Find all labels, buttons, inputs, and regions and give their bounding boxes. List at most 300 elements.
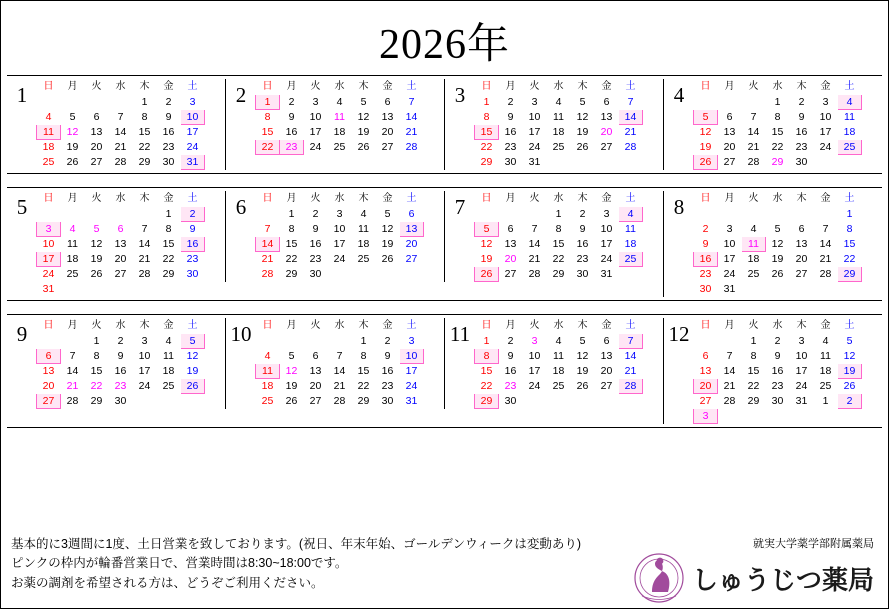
day-cell: 4 bbox=[555, 96, 562, 108]
day-cell: 18 bbox=[333, 126, 346, 138]
footer-notes bbox=[11, 535, 584, 593]
calendar-row bbox=[7, 75, 882, 174]
day-cell: 20 bbox=[405, 238, 418, 250]
day-cell: 2 bbox=[117, 335, 124, 347]
day-cell: 4 bbox=[555, 335, 562, 347]
day-cell: 4 bbox=[165, 335, 172, 347]
day-cell: 11 bbox=[553, 350, 564, 362]
day-cell: 26 bbox=[771, 268, 784, 280]
day-cell: 2 bbox=[312, 208, 319, 220]
day-cell: 24 bbox=[528, 380, 541, 392]
week-row bbox=[475, 95, 643, 110]
day-cell: 3 bbox=[141, 335, 148, 347]
day-cell: 12 bbox=[381, 223, 394, 235]
day-cell-empty bbox=[400, 155, 424, 170]
day-cell: 16 bbox=[576, 238, 589, 250]
day-cell: 24 bbox=[723, 268, 736, 280]
day-cell: 14 bbox=[114, 126, 127, 138]
day-cell: 3 bbox=[336, 208, 343, 220]
weekday-header: 日 bbox=[262, 193, 273, 204]
day-cell: 1 bbox=[288, 208, 295, 220]
week-row bbox=[694, 394, 862, 409]
weekday-header: 火 bbox=[529, 81, 540, 92]
day-cell-empty bbox=[718, 95, 742, 110]
day-cell: 3 bbox=[408, 335, 415, 347]
weekday-header: 水 bbox=[553, 81, 564, 92]
day-cell: 14 bbox=[333, 365, 346, 377]
weekday-header: 木 bbox=[358, 193, 369, 204]
week-row bbox=[37, 252, 205, 267]
day-cell-empty bbox=[838, 282, 862, 297]
day-cell: 1 bbox=[93, 335, 100, 347]
day-cell-empty bbox=[37, 334, 61, 349]
day-cell: 21 bbox=[747, 141, 760, 153]
day-cell: 25 bbox=[261, 395, 274, 407]
weekday-header: 金 bbox=[163, 320, 174, 331]
day-cell-duty: 11 bbox=[742, 237, 766, 252]
day-cell: 1 bbox=[141, 96, 148, 108]
day-cell: 22 bbox=[843, 253, 856, 265]
day-cell-duty: 5 bbox=[475, 222, 499, 237]
weekday-header: 金 bbox=[601, 81, 612, 92]
day-cell-duty: 16 bbox=[694, 252, 718, 267]
month-number: 1 bbox=[16, 83, 28, 107]
pharmacy-logo-icon bbox=[630, 552, 688, 604]
day-cell: 3 bbox=[726, 223, 733, 235]
month-number: 7 bbox=[454, 195, 466, 219]
day-cell: 6 bbox=[603, 335, 610, 347]
week-row bbox=[694, 140, 862, 155]
weekday-header: 水 bbox=[115, 81, 126, 92]
day-cell: 19 bbox=[357, 126, 370, 138]
weekday-header: 水 bbox=[772, 81, 783, 92]
weekday-header: 水 bbox=[553, 320, 564, 331]
day-cell-empty bbox=[694, 334, 718, 349]
weekday-header: 木 bbox=[577, 193, 588, 204]
month-block-4 bbox=[663, 79, 882, 170]
day-cell: 27 bbox=[381, 141, 394, 153]
day-cell: 21 bbox=[624, 365, 637, 377]
month-number: 4 bbox=[673, 83, 685, 107]
calendar-row bbox=[7, 187, 882, 301]
day-cell: 14 bbox=[723, 365, 736, 377]
day-cell-duty: 26 bbox=[694, 155, 718, 170]
day-cell: 31 bbox=[795, 395, 808, 407]
day-cell: 29 bbox=[90, 395, 103, 407]
week-row bbox=[37, 267, 205, 282]
day-cell: 8 bbox=[774, 111, 781, 123]
day-cell-empty bbox=[280, 334, 304, 349]
weekday-header: 金 bbox=[601, 320, 612, 331]
day-cell-duty: 26 bbox=[475, 267, 499, 282]
day-cell: 23 bbox=[771, 380, 784, 392]
weekday-header: 火 bbox=[748, 193, 759, 204]
weekday-header: 土 bbox=[844, 81, 855, 92]
day-cell: 23 bbox=[186, 253, 199, 265]
day-cell: 30 bbox=[699, 283, 712, 295]
day-cell: 24 bbox=[819, 141, 832, 153]
day-cell: 20 bbox=[504, 253, 517, 265]
day-cell-empty bbox=[766, 409, 790, 424]
day-cell: 30 bbox=[114, 395, 127, 407]
day-cell: 10 bbox=[795, 350, 808, 362]
month-number: 3 bbox=[454, 83, 466, 107]
day-cell: 30 bbox=[504, 156, 517, 168]
day-cell: 7 bbox=[627, 96, 634, 108]
week-row bbox=[256, 334, 424, 349]
weekday-header: 木 bbox=[796, 193, 807, 204]
day-cell-duty: 19 bbox=[838, 364, 862, 379]
month-block-5 bbox=[7, 191, 225, 297]
week-row bbox=[256, 110, 424, 125]
day-cell: 22 bbox=[357, 380, 370, 392]
day-cell: 31 bbox=[723, 283, 736, 295]
day-cell: 29 bbox=[285, 268, 298, 280]
day-cell-duty: 15 bbox=[475, 125, 499, 140]
day-cell: 13 bbox=[600, 111, 613, 123]
day-cell: 9 bbox=[312, 223, 319, 235]
weekday-header: 木 bbox=[139, 193, 150, 204]
day-cell: 5 bbox=[579, 96, 586, 108]
day-cell: 16 bbox=[504, 365, 517, 377]
month-block-10 bbox=[225, 318, 444, 409]
week-row bbox=[256, 364, 424, 379]
weekday-header: 水 bbox=[115, 193, 126, 204]
day-cell: 5 bbox=[846, 335, 853, 347]
week-row bbox=[256, 267, 424, 282]
day-cell: 18 bbox=[162, 365, 175, 377]
day-cell-duty: 7 bbox=[619, 334, 643, 349]
day-cell: 10 bbox=[600, 223, 613, 235]
day-cell: 13 bbox=[723, 126, 736, 138]
day-cell: 30 bbox=[504, 395, 517, 407]
week-row bbox=[475, 267, 643, 282]
day-cell-duty: 11 bbox=[37, 125, 61, 140]
day-cell: 24 bbox=[186, 141, 199, 153]
day-cell: 17 bbox=[405, 365, 418, 377]
day-cell: 29 bbox=[138, 156, 151, 168]
day-cell: 8 bbox=[264, 111, 271, 123]
day-cell: 10 bbox=[528, 111, 541, 123]
day-cell: 15 bbox=[261, 126, 274, 138]
week-row bbox=[37, 237, 205, 252]
month-number: 6 bbox=[235, 195, 247, 219]
weekday-header: 土 bbox=[844, 193, 855, 204]
day-cell: 5 bbox=[384, 208, 391, 220]
day-cell: 22 bbox=[480, 141, 493, 153]
day-cell: 28 bbox=[138, 268, 151, 280]
day-cell-empty bbox=[718, 207, 742, 222]
week-row bbox=[256, 140, 424, 155]
day-cell: 6 bbox=[798, 223, 805, 235]
day-cell-duty: 25 bbox=[619, 252, 643, 267]
day-cell-empty bbox=[304, 334, 328, 349]
week-row bbox=[475, 110, 643, 125]
footer-note-line: お薬の調剤を希望される方は、どうぞご利用ください。 bbox=[11, 575, 324, 590]
day-cell: 3 bbox=[531, 96, 538, 108]
day-cell: 10 bbox=[723, 238, 736, 250]
day-cell: 12 bbox=[771, 238, 784, 250]
day-cell: 27 bbox=[90, 156, 103, 168]
day-cell: 13 bbox=[90, 126, 103, 138]
day-cell: 30 bbox=[162, 156, 175, 168]
day-cell-empty bbox=[400, 267, 424, 282]
day-cell: 12 bbox=[357, 111, 370, 123]
month-table bbox=[255, 79, 424, 170]
day-cell: 13 bbox=[795, 238, 808, 250]
day-cell: 27 bbox=[504, 268, 517, 280]
day-cell: 24 bbox=[600, 253, 613, 265]
day-cell: 23 bbox=[114, 380, 127, 392]
day-cell-empty bbox=[256, 155, 280, 170]
day-cell-empty bbox=[352, 155, 376, 170]
month-number: 9 bbox=[16, 322, 28, 346]
day-cell-empty bbox=[181, 394, 205, 409]
day-cell: 12 bbox=[186, 350, 199, 362]
week-row bbox=[37, 155, 205, 170]
month-table bbox=[693, 191, 862, 297]
day-cell: 24 bbox=[405, 380, 418, 392]
day-cell: 24 bbox=[138, 380, 151, 392]
day-cell: 26 bbox=[843, 380, 856, 392]
weekday-header: 水 bbox=[553, 193, 564, 204]
day-cell: 28 bbox=[261, 268, 274, 280]
weekday-header: 日 bbox=[43, 320, 54, 331]
week-row bbox=[694, 110, 862, 125]
day-cell: 13 bbox=[42, 365, 55, 377]
day-cell-duty: 29 bbox=[838, 267, 862, 282]
day-cell: 20 bbox=[309, 380, 322, 392]
weekday-header: 月 bbox=[67, 193, 78, 204]
day-cell: 22 bbox=[552, 253, 565, 265]
day-cell: 13 bbox=[114, 238, 127, 250]
day-cell: 2 bbox=[288, 96, 295, 108]
week-row bbox=[475, 237, 643, 252]
day-cell: 2 bbox=[702, 223, 709, 235]
day-cell: 8 bbox=[555, 223, 562, 235]
day-cell-empty bbox=[523, 394, 547, 409]
day-cell: 2 bbox=[165, 96, 172, 108]
day-cell: 19 bbox=[381, 238, 394, 250]
weekday-header: 火 bbox=[91, 193, 102, 204]
weekday-header: 火 bbox=[91, 320, 102, 331]
day-cell: 29 bbox=[747, 395, 760, 407]
day-cell-empty bbox=[133, 282, 157, 297]
week-row bbox=[475, 379, 643, 394]
day-cell: 17 bbox=[528, 126, 541, 138]
day-cell: 16 bbox=[114, 365, 127, 377]
calendar-grid bbox=[1, 75, 888, 428]
day-cell: 25 bbox=[819, 380, 832, 392]
day-cell: 21 bbox=[114, 141, 127, 153]
day-cell: 9 bbox=[288, 111, 295, 123]
day-cell: 19 bbox=[576, 126, 589, 138]
day-cell: 11 bbox=[625, 223, 636, 235]
day-cell: 11 bbox=[67, 238, 78, 250]
week-row bbox=[256, 95, 424, 110]
day-cell: 13 bbox=[504, 238, 517, 250]
weekday-header: 火 bbox=[748, 81, 759, 92]
weekday-header: 月 bbox=[67, 81, 78, 92]
day-cell: 27 bbox=[600, 380, 613, 392]
day-cell: 8 bbox=[483, 111, 490, 123]
day-cell: 7 bbox=[408, 96, 415, 108]
day-cell: 18 bbox=[747, 253, 760, 265]
day-cell: 26 bbox=[576, 380, 589, 392]
day-cell: 6 bbox=[507, 223, 514, 235]
weekday-header: 火 bbox=[310, 193, 321, 204]
day-cell-duty: 6 bbox=[37, 349, 61, 364]
day-cell: 19 bbox=[480, 253, 493, 265]
day-cell: 20 bbox=[90, 141, 103, 153]
week-row bbox=[694, 222, 862, 237]
day-cell: 26 bbox=[90, 268, 103, 280]
week-row bbox=[256, 379, 424, 394]
month-table bbox=[255, 191, 424, 282]
weekday-header: 水 bbox=[772, 320, 783, 331]
week-row bbox=[256, 237, 424, 252]
day-cell-empty bbox=[109, 95, 133, 110]
weekday-header: 月 bbox=[505, 81, 516, 92]
day-cell: 30 bbox=[576, 268, 589, 280]
day-cell: 10 bbox=[42, 238, 55, 250]
day-cell: 20 bbox=[600, 126, 613, 138]
day-cell-duty: 3 bbox=[694, 409, 718, 424]
day-cell-empty bbox=[742, 207, 766, 222]
day-cell-empty bbox=[280, 155, 304, 170]
day-cell: 9 bbox=[774, 350, 781, 362]
day-cell: 25 bbox=[552, 141, 565, 153]
day-cell: 23 bbox=[381, 380, 394, 392]
month-block-6 bbox=[225, 191, 444, 282]
day-cell-empty bbox=[157, 394, 181, 409]
day-cell: 20 bbox=[381, 126, 394, 138]
weekday-header: 火 bbox=[529, 320, 540, 331]
day-cell: 14 bbox=[528, 238, 541, 250]
day-cell-empty bbox=[61, 95, 85, 110]
day-cell: 20 bbox=[42, 380, 55, 392]
day-cell-empty bbox=[85, 207, 109, 222]
weekday-header: 木 bbox=[358, 81, 369, 92]
day-cell-empty bbox=[37, 207, 61, 222]
day-cell-empty bbox=[133, 394, 157, 409]
day-cell: 17 bbox=[723, 253, 736, 265]
day-cell: 18 bbox=[843, 126, 856, 138]
weekday-header: 木 bbox=[577, 81, 588, 92]
day-cell: 15 bbox=[90, 365, 103, 377]
week-row bbox=[37, 364, 205, 379]
day-cell: 15 bbox=[843, 238, 856, 250]
weekday-header: 土 bbox=[406, 320, 417, 331]
day-cell: 15 bbox=[771, 126, 784, 138]
weekday-header: 金 bbox=[382, 81, 393, 92]
day-cell: 16 bbox=[162, 126, 175, 138]
day-cell: 11 bbox=[163, 350, 174, 362]
day-cell: 25 bbox=[333, 141, 346, 153]
day-cell-empty bbox=[133, 207, 157, 222]
calendar-row bbox=[7, 314, 882, 428]
day-cell: 27 bbox=[309, 395, 322, 407]
day-cell: 22 bbox=[480, 380, 493, 392]
day-cell-duty: 29 bbox=[475, 394, 499, 409]
day-cell: 15 bbox=[138, 126, 151, 138]
day-cell-empty bbox=[814, 282, 838, 297]
day-cell-duty: 10 bbox=[181, 110, 205, 125]
week-row bbox=[256, 394, 424, 409]
month-table bbox=[693, 318, 862, 424]
week-row bbox=[694, 282, 862, 297]
day-cell-empty bbox=[742, 409, 766, 424]
day-cell: 25 bbox=[66, 268, 79, 280]
day-cell: 16 bbox=[771, 365, 784, 377]
day-cell-empty bbox=[838, 155, 862, 170]
day-cell-duty: 11 bbox=[256, 364, 280, 379]
day-cell: 10 bbox=[819, 111, 832, 123]
day-cell-duty: 4 bbox=[838, 95, 862, 110]
day-cell: 26 bbox=[381, 253, 394, 265]
day-cell: 8 bbox=[288, 223, 295, 235]
day-cell-empty bbox=[766, 282, 790, 297]
day-cell: 11 bbox=[553, 111, 564, 123]
day-cell-empty bbox=[790, 207, 814, 222]
footer bbox=[1, 529, 888, 604]
day-cell: 16 bbox=[504, 126, 517, 138]
day-cell: 23 bbox=[504, 380, 517, 392]
weekday-header: 日 bbox=[481, 193, 492, 204]
day-cell: 23 bbox=[504, 141, 517, 153]
day-cell: 28 bbox=[819, 268, 832, 280]
week-row bbox=[694, 364, 862, 379]
week-row bbox=[37, 349, 205, 364]
day-cell-empty bbox=[742, 282, 766, 297]
weekday-header: 火 bbox=[310, 320, 321, 331]
day-cell: 18 bbox=[66, 253, 79, 265]
day-cell: 26 bbox=[576, 141, 589, 153]
month-block-3 bbox=[444, 79, 663, 170]
day-cell: 19 bbox=[699, 141, 712, 153]
day-cell: 9 bbox=[507, 350, 514, 362]
day-cell: 30 bbox=[381, 395, 394, 407]
day-cell-empty bbox=[838, 409, 862, 424]
day-cell: 9 bbox=[702, 238, 709, 250]
weekday-header: 金 bbox=[820, 320, 831, 331]
day-cell-empty bbox=[85, 95, 109, 110]
day-cell: 22 bbox=[747, 380, 760, 392]
weekday-header: 月 bbox=[505, 193, 516, 204]
day-cell: 3 bbox=[189, 96, 196, 108]
day-cell: 2 bbox=[507, 335, 514, 347]
day-cell: 1 bbox=[483, 335, 490, 347]
day-cell: 28 bbox=[723, 395, 736, 407]
day-cell-duty: 25 bbox=[838, 140, 862, 155]
weekday-header: 水 bbox=[115, 320, 126, 331]
brand-main bbox=[630, 552, 874, 604]
day-cell: 28 bbox=[66, 395, 79, 407]
day-cell: 26 bbox=[357, 141, 370, 153]
day-cell: 20 bbox=[723, 141, 736, 153]
week-row bbox=[37, 334, 205, 349]
day-cell: 18 bbox=[819, 365, 832, 377]
day-cell: 30 bbox=[795, 156, 808, 168]
day-cell: 25 bbox=[42, 156, 55, 168]
day-cell: 29 bbox=[480, 156, 493, 168]
day-cell: 21 bbox=[819, 253, 832, 265]
day-cell: 5 bbox=[579, 335, 586, 347]
day-cell: 1 bbox=[750, 335, 757, 347]
brand-name: しゅうじつ薬局 bbox=[691, 565, 874, 595]
weekday-header: 土 bbox=[625, 193, 636, 204]
weekday-header: 土 bbox=[625, 320, 636, 331]
